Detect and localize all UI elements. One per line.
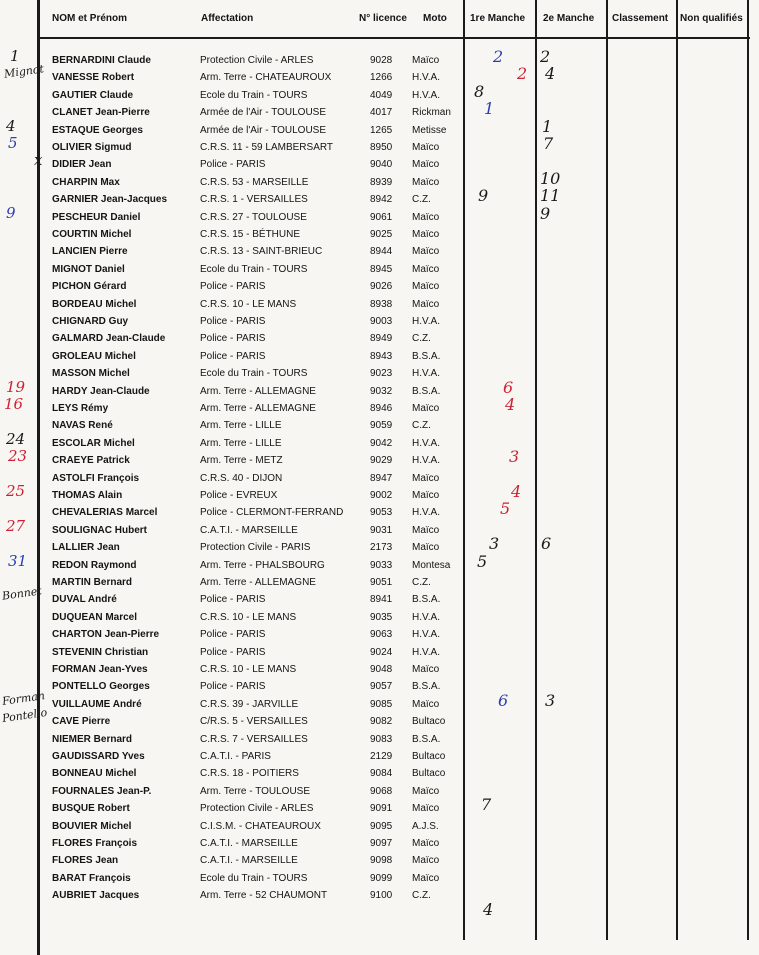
margin-annotation: 24 xyxy=(6,429,26,448)
table-row xyxy=(0,384,759,401)
table-row xyxy=(0,645,759,662)
competitor-affectation: C/R.S. 5 - VERSAILLES xyxy=(200,716,308,728)
competitor-affectation: Arm. Terre - ALLEMAGNE xyxy=(200,577,316,588)
competitor-moto: H.V.A. xyxy=(412,629,440,641)
table-row xyxy=(0,70,759,87)
table-row xyxy=(0,262,759,279)
competitor-affectation: C.A.T.I. - MARSEILLE xyxy=(200,855,298,867)
competitor-name: REDON Raymond xyxy=(52,559,137,571)
header-manche-2: 2e Manche xyxy=(543,13,595,24)
competitor-licence: 9061 xyxy=(370,211,393,223)
header-licence: N° licence xyxy=(359,13,407,24)
competitor-affectation: C.R.S. 27 - TOULOUSE xyxy=(200,211,307,223)
manche-2-result: 11 xyxy=(540,186,561,206)
competitor-moto: Bultaco xyxy=(412,751,446,762)
competitor-licence: 9097 xyxy=(370,838,393,849)
competitor-licence: 1266 xyxy=(370,72,393,84)
table-row xyxy=(0,662,759,679)
table-row xyxy=(0,88,759,105)
header-moto: Moto xyxy=(423,13,447,24)
competitor-affectation: Police - PARIS xyxy=(200,350,266,362)
margin-annotation: Mignot xyxy=(3,62,45,82)
competitor-licence: 4017 xyxy=(370,107,393,119)
competitor-moto: Maïco xyxy=(412,176,440,188)
table-row xyxy=(0,297,759,314)
margin-annotation: 31 xyxy=(8,551,28,570)
table-row xyxy=(0,436,759,453)
table-row xyxy=(0,853,759,870)
competitor-licence: 9048 xyxy=(370,664,393,675)
competitor-licence: 2129 xyxy=(370,751,393,762)
table-row xyxy=(0,679,759,696)
competitor-name: ESCOLAR Michel xyxy=(52,437,135,449)
competitor-licence: 4049 xyxy=(370,89,393,101)
competitor-licence: 9098 xyxy=(370,855,393,867)
margin-annotation: 23 xyxy=(8,447,28,466)
margin-annotation: 27 xyxy=(6,516,26,535)
table-row xyxy=(0,819,759,836)
competitor-moto: H.V.A. xyxy=(412,72,440,84)
competitor-licence: 9057 xyxy=(370,681,393,693)
competitor-licence: 9024 xyxy=(370,646,393,658)
competitor-licence: 8944 xyxy=(370,246,393,258)
competitor-moto: B.S.A. xyxy=(412,385,441,397)
manche-1-result: 1 xyxy=(484,99,495,119)
competitor-name: DUQUEAN Marcel xyxy=(52,611,138,623)
competitor-affectation: C.R.S. 18 - POITIERS xyxy=(200,768,299,780)
manche-1-result: 7 xyxy=(481,795,492,815)
margin-annotation: 9 xyxy=(6,203,16,222)
competitor-licence: 9002 xyxy=(370,490,393,501)
manche-1-result: 3 xyxy=(489,534,500,554)
table-row xyxy=(0,871,759,888)
competitor-name: GALMARD Jean-Claude xyxy=(52,333,166,345)
competitor-licence: 8939 xyxy=(370,176,393,188)
competitor-name: CHIGNARD Guy xyxy=(52,316,129,327)
competitor-affectation: Ecole du Train - TOURS xyxy=(200,89,308,101)
table-row xyxy=(0,627,759,644)
competitor-licence: 8946 xyxy=(370,403,393,414)
table-row xyxy=(0,836,759,853)
competitor-affectation: Arm. Terre - METZ xyxy=(200,455,283,467)
competitor-licence: 8941 xyxy=(370,594,393,606)
table-row xyxy=(0,610,759,627)
competitor-affectation: C.R.S. 40 - DIJON xyxy=(200,472,283,484)
competitor-affectation: Arm. Terre - CHATEAUROUX xyxy=(200,72,332,84)
competitor-licence: 9084 xyxy=(370,768,393,780)
table-row xyxy=(0,453,759,470)
competitor-licence: 9053 xyxy=(370,507,393,519)
competitor-affectation: C.A.T.I. - MARSEILLE xyxy=(200,838,298,849)
competitor-affectation: C.R.S. 39 - JARVILLE xyxy=(200,698,299,710)
competitor-affectation: Arm. Terre - ALLEMAGNE xyxy=(200,385,316,397)
competitor-affectation: C.R.S. 15 - BÉTHUNE xyxy=(200,229,301,240)
competitor-moto: Maïco xyxy=(412,263,440,275)
competitor-affectation: Armée de l'Air - TOULOUSE xyxy=(200,124,327,136)
competitor-moto: C.Z. xyxy=(412,333,431,345)
margin-annotation: x xyxy=(34,151,43,170)
margin-annotation: 16 xyxy=(4,395,24,413)
competitor-name: MIGNOT Daniel xyxy=(52,263,125,275)
competitor-licence: 9031 xyxy=(370,524,393,536)
competitor-affectation: C.R.S. 7 - VERSAILLES xyxy=(200,733,308,745)
competitor-moto: H.V.A. xyxy=(412,507,440,519)
competitor-affectation: C.A.T.I. - PARIS xyxy=(200,751,271,762)
competitor-name: LALLIER Jean xyxy=(52,542,120,554)
competitor-licence: 9032 xyxy=(370,385,393,397)
competitor-moto: A.J.S. xyxy=(412,820,439,832)
competitor-licence: 9063 xyxy=(370,629,393,641)
competitor-moto: C.Z. xyxy=(412,194,431,206)
competitor-affectation: C.A.T.I. - MARSEILLE xyxy=(200,524,298,536)
competitor-moto: Maïco xyxy=(412,298,440,310)
competitor-licence: 9059 xyxy=(370,420,393,432)
competitor-licence: 9083 xyxy=(370,733,393,745)
competitor-licence: 9029 xyxy=(370,455,393,467)
table-row xyxy=(0,140,759,157)
competitor-affectation: Arm. Terre - PHALSBOURG xyxy=(200,559,325,571)
competitor-licence: 9023 xyxy=(370,368,393,380)
competitor-licence: 9100 xyxy=(370,890,393,902)
competitor-affectation: Police - PARIS xyxy=(200,629,266,641)
competitor-affectation: Ecole du Train - TOURS xyxy=(200,263,308,275)
competitor-name: BARAT François xyxy=(52,872,131,884)
competitor-moto: Maïco xyxy=(412,524,440,536)
competitor-affectation: Police - PARIS xyxy=(200,594,266,606)
competitor-moto: C.Z. xyxy=(412,890,431,902)
manche-1-result: 4 xyxy=(483,899,494,919)
competitor-licence: 9051 xyxy=(370,577,393,588)
competitor-name: DUVAL André xyxy=(52,594,117,606)
table-row xyxy=(0,732,759,749)
table-row xyxy=(0,401,759,418)
header-rule xyxy=(38,37,750,39)
competitor-name: STEVENIN Christian xyxy=(52,646,149,658)
competitor-licence: 1265 xyxy=(370,124,393,136)
competitor-moto: Maïco xyxy=(412,159,440,171)
competitor-moto: Maïco xyxy=(412,211,440,223)
competitor-moto: H.V.A. xyxy=(412,89,440,101)
competitor-affectation: Arm. Terre - LILLE xyxy=(200,437,282,449)
competitor-affectation: Ecole du Train - TOURS xyxy=(200,368,308,380)
margin-annotation: 25 xyxy=(6,482,26,500)
manche-1-result: 5 xyxy=(500,499,511,519)
table-row xyxy=(0,558,759,575)
competitor-name: COURTIN Michel xyxy=(52,229,132,240)
competitor-affectation: C.R.S. 11 - 59 LAMBERSART xyxy=(200,142,334,153)
competitor-licence: 9095 xyxy=(370,820,393,832)
table-row xyxy=(0,105,759,122)
competitor-moto: Maïco xyxy=(412,664,440,675)
competitor-licence: 9028 xyxy=(370,55,393,66)
competitor-name: CHEVALERIAS Marcel xyxy=(52,507,158,519)
margin-annotation: Forman xyxy=(1,688,46,708)
competitor-licence: 8945 xyxy=(370,263,393,275)
manche-1-result: 2 xyxy=(517,64,528,84)
competitor-affectation: Arm. Terre - LILLE xyxy=(200,420,282,432)
header-affectation: Affectation xyxy=(201,13,254,24)
competitor-affectation: Armée de l'Air - TOULOUSE xyxy=(200,107,327,119)
manche-2-result: 3 xyxy=(545,690,556,710)
table-row xyxy=(0,505,759,522)
competitor-name: BUSQUE Robert xyxy=(52,803,130,815)
competitor-name: GAUDISSARD Yves xyxy=(52,751,145,762)
competitor-affectation: C.R.S. 1 - VERSAILLES xyxy=(200,194,308,206)
table-row xyxy=(0,53,759,70)
competitor-name: FLORES François xyxy=(52,838,138,849)
competitor-moto: Maïco xyxy=(412,490,440,501)
table-row xyxy=(0,227,759,244)
competitor-moto: Maïco xyxy=(412,785,440,797)
competitor-moto: Montesa xyxy=(412,559,451,571)
manche-1-result: 2 xyxy=(493,47,504,66)
table-row xyxy=(0,784,759,801)
competitor-affectation: C.I.S.M. - CHATEAUROUX xyxy=(200,820,321,832)
competitor-licence: 9003 xyxy=(370,316,393,327)
competitor-licence: 9082 xyxy=(370,716,393,728)
competitor-moto: Maïco xyxy=(412,803,440,815)
competitor-name: AUBRIET Jacques xyxy=(52,890,140,902)
competitor-affectation: Protection Civile - ARLES xyxy=(200,803,314,815)
manche-1-result: 5 xyxy=(477,551,488,571)
header-non-qualifies: Non qualifiés xyxy=(680,13,743,24)
competitor-licence: 9040 xyxy=(370,159,393,171)
table-row xyxy=(0,575,759,592)
header-name: NOM et Prénom xyxy=(52,13,128,24)
competitor-licence: 8942 xyxy=(370,194,393,206)
competitor-licence: 8950 xyxy=(370,142,393,153)
table-row xyxy=(0,801,759,818)
table-row xyxy=(0,349,759,366)
competitor-affectation: Police - PARIS xyxy=(200,681,266,693)
competitor-name: GROLEAU Michel xyxy=(52,350,136,362)
competitor-affectation: C.R.S. 10 - LE MANS xyxy=(200,664,297,675)
manche-2-result: 7 xyxy=(543,134,554,153)
competitor-moto: H.V.A. xyxy=(412,316,440,327)
competitor-name: NIEMER Bernard xyxy=(52,733,133,745)
margin-annotation: 4 xyxy=(6,116,16,135)
competitor-affectation: Police - PARIS xyxy=(200,281,266,293)
competitor-licence: 9025 xyxy=(370,229,393,240)
competitor-moto: B.S.A. xyxy=(412,350,441,362)
table-row xyxy=(0,488,759,505)
competitor-affectation: Protection Civile - PARIS xyxy=(200,542,311,554)
margin-annotation: 19 xyxy=(6,377,26,396)
competitor-name: NAVAS René xyxy=(52,420,113,432)
competitor-licence: 9099 xyxy=(370,872,393,884)
competitor-name: THOMAS Alain xyxy=(52,490,123,501)
competitor-licence: 9026 xyxy=(370,281,393,293)
margin-annotation: Bonnet xyxy=(1,584,43,604)
competitor-name: GARNIER Jean-Jacques xyxy=(52,194,168,206)
competitor-moto: Maïco xyxy=(412,55,440,66)
competitor-name: BORDEAU Michel xyxy=(52,298,137,310)
competitor-affectation: Ecole du Train - TOURS xyxy=(200,872,308,884)
competitor-affectation: C.R.S. 53 - MARSEILLE xyxy=(200,176,309,188)
competitor-name: PESCHEUR Daniel xyxy=(52,211,141,223)
competitor-licence: 9042 xyxy=(370,437,393,449)
competitor-licence: 9035 xyxy=(370,611,393,623)
competitor-moto: H.V.A. xyxy=(412,437,440,449)
competitor-name: HARDY Jean-Claude xyxy=(52,385,150,397)
competitor-moto: Maïco xyxy=(412,872,440,884)
manche-2-result: 10 xyxy=(540,168,561,188)
competitor-moto: Maïco xyxy=(412,472,440,484)
competitor-moto: Maïco xyxy=(412,838,440,849)
competitor-name: MARTIN Bernard xyxy=(52,577,133,588)
competitor-affectation: Arm. Terre - 52 CHAUMONT xyxy=(200,890,328,902)
competitor-name: VANESSE Robert xyxy=(52,72,135,84)
competitor-affectation: C.R.S. 13 - SAINT-BRIEUC xyxy=(200,246,323,258)
table-row xyxy=(0,157,759,174)
table-row xyxy=(0,592,759,609)
table-row xyxy=(0,766,759,783)
competitor-licence: 2173 xyxy=(370,542,393,554)
table-row xyxy=(0,210,759,227)
competitor-affectation: Police - PARIS xyxy=(200,646,266,658)
competitor-name: DIDIER Jean xyxy=(52,159,112,171)
competitor-moto: H.V.A. xyxy=(412,368,440,380)
competitor-moto: Maïco xyxy=(412,855,440,867)
competitor-licence: 8947 xyxy=(370,472,393,484)
competitor-moto: B.S.A. xyxy=(412,594,441,606)
manche-1-result: 6 xyxy=(498,690,509,710)
margin-annotation: 5 xyxy=(8,134,18,152)
competitor-moto: B.S.A. xyxy=(412,733,441,745)
competitor-moto: Maïco xyxy=(412,698,440,710)
competitor-moto: H.V.A. xyxy=(412,611,440,623)
competitor-name: CHARTON Jean-Pierre xyxy=(52,629,160,641)
competitor-affectation: Police - PARIS xyxy=(200,159,266,171)
competitor-name: GAUTIER Claude xyxy=(52,89,134,101)
competitor-affectation: Police - EVREUX xyxy=(200,490,278,501)
competitor-licence: 9091 xyxy=(370,803,393,815)
competitor-name: PONTELLO Georges xyxy=(52,681,150,693)
competitor-moto: Maïco xyxy=(412,281,440,293)
manche-1-result: 4 xyxy=(505,395,516,414)
competitor-moto: Rickman xyxy=(412,107,451,119)
manche-2-result: 4 xyxy=(545,64,556,84)
table-row xyxy=(0,697,759,714)
competitor-licence: 8938 xyxy=(370,298,393,310)
competitor-name: CHARPIN Max xyxy=(52,176,120,188)
header-classement: Classement xyxy=(612,13,669,24)
competitor-moto: Maïco xyxy=(412,542,440,554)
table-row xyxy=(0,192,759,209)
competitor-affectation: C.R.S. 10 - LE MANS xyxy=(200,298,297,310)
competitor-name: PICHON Gérard xyxy=(52,281,127,293)
table-row xyxy=(0,540,759,557)
competitor-name: MASSON Michel xyxy=(52,368,130,380)
table-row xyxy=(0,175,759,192)
competitor-name: FLORES Jean xyxy=(52,855,119,867)
competitor-moto: Bultaco xyxy=(412,768,446,780)
competitor-licence: 9068 xyxy=(370,785,393,797)
competitor-name: VUILLAUME André xyxy=(52,698,142,710)
table-row xyxy=(0,244,759,261)
manche-1-result: 9 xyxy=(478,186,489,206)
competitor-moto: Maïco xyxy=(412,229,440,240)
competitor-name: BOUVIER Michel xyxy=(52,820,132,832)
table-row xyxy=(0,471,759,488)
table-row xyxy=(0,331,759,348)
competitor-licence: 9033 xyxy=(370,559,393,571)
competitor-moto: B.S.A. xyxy=(412,681,441,693)
table-row xyxy=(0,888,759,905)
manche-2-result: 6 xyxy=(541,534,552,554)
manche-2-result: 2 xyxy=(540,47,551,66)
competitor-licence: 8949 xyxy=(370,333,393,345)
competitor-licence: 8943 xyxy=(370,350,393,362)
table-row xyxy=(0,418,759,435)
competitor-moto: C.Z. xyxy=(412,577,431,588)
competitor-affectation: Police - PARIS xyxy=(200,316,266,327)
competitor-affectation: Arm. Terre - TOULOUSE xyxy=(200,785,311,797)
competitor-affectation: Arm. Terre - ALLEMAGNE xyxy=(200,403,316,414)
competitor-name: LANCIEN Pierre xyxy=(52,246,128,258)
competitor-name: SOULIGNAC Hubert xyxy=(52,524,147,536)
table-row xyxy=(0,123,759,140)
margin-annotation: 1 xyxy=(10,47,20,65)
manche-1-result: 6 xyxy=(503,377,514,397)
manche-1-result: 3 xyxy=(509,447,520,467)
competitor-name: BONNEAU Michel xyxy=(52,768,137,780)
manche-1-result: 8 xyxy=(474,81,485,101)
header-manche-1: 1re Manche xyxy=(470,13,526,24)
competitor-licence: 9085 xyxy=(370,698,393,710)
competitor-name: FORMAN Jean-Yves xyxy=(52,664,148,675)
competitor-name: BERNARDINI Claude xyxy=(52,55,151,66)
table-row xyxy=(0,279,759,296)
competitor-name: FOURNALES Jean-P. xyxy=(52,785,152,797)
competitor-affectation: Police - CLERMONT-FERRAND xyxy=(200,507,344,519)
competitor-moto: H.V.A. xyxy=(412,455,440,467)
competitor-name: ESTAQUE Georges xyxy=(52,124,143,136)
competitor-name: CLANET Jean-Pierre xyxy=(52,107,150,119)
table-row xyxy=(0,714,759,731)
competitor-affectation: C.R.S. 10 - LE MANS xyxy=(200,611,297,623)
margin-annotation: Pontello xyxy=(1,706,48,726)
competitor-affectation: Protection Civile - ARLES xyxy=(200,55,314,66)
competitor-name: CRAEYE Patrick xyxy=(52,455,130,467)
competitor-name: OLIVIER Sigmud xyxy=(52,142,132,153)
table-row xyxy=(0,366,759,383)
table-row xyxy=(0,523,759,540)
competitor-name: ASTOLFI François xyxy=(52,472,140,484)
table-row xyxy=(0,314,759,331)
competitor-moto: Maïco xyxy=(412,246,440,258)
manche-1-result: 4 xyxy=(511,482,522,501)
competitor-moto: Maïco xyxy=(412,142,440,153)
competitor-moto: Maïco xyxy=(412,403,440,414)
table-row xyxy=(0,749,759,766)
competitor-affectation: Police - PARIS xyxy=(200,333,266,345)
competitor-moto: H.V.A. xyxy=(412,646,440,658)
competitor-moto: Bultaco xyxy=(412,716,446,728)
competitor-name: CAVE Pierre xyxy=(52,716,111,728)
competitor-moto: C.Z. xyxy=(412,420,431,432)
competitor-moto: Metisse xyxy=(412,124,447,136)
manche-2-result: 1 xyxy=(542,116,553,136)
manche-2-result: 9 xyxy=(540,203,551,223)
competitor-name: LEYS Rémy xyxy=(52,403,109,414)
